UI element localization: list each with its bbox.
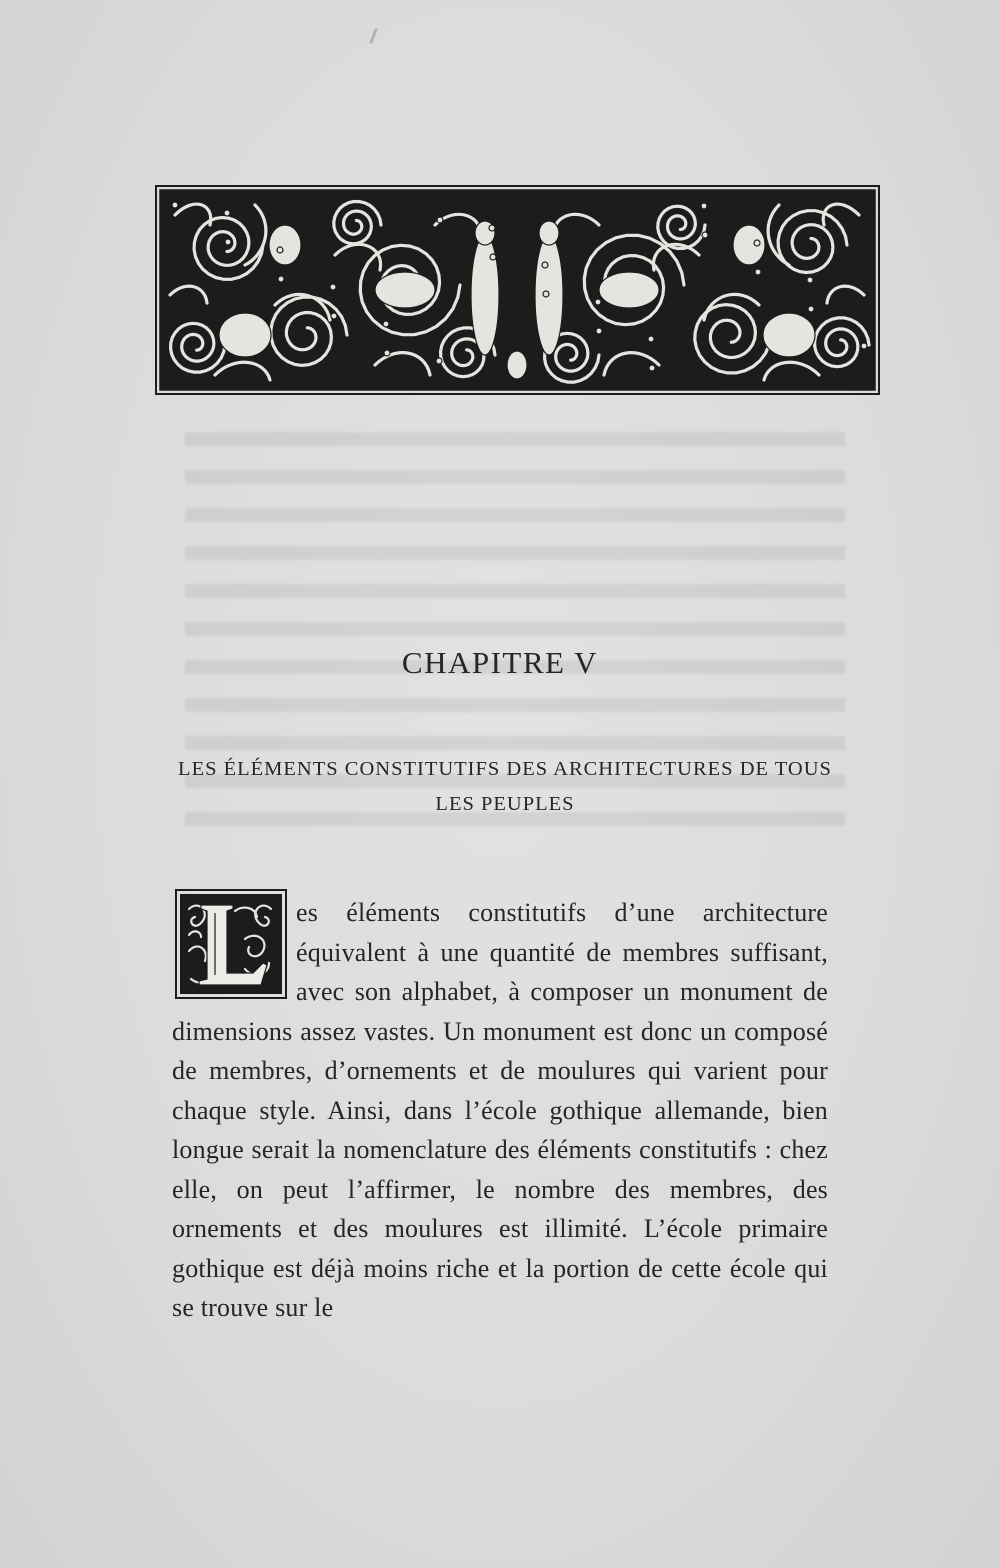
- body-paragraph: [172, 893, 828, 1328]
- ornamental-headpiece-icon: [155, 185, 880, 395]
- paper-mark: [369, 28, 377, 44]
- chapter-title: CHAPITRE V: [401, 645, 599, 680]
- chapter-subtitle: LES ÉLÉMENTS CONSTITUTIFS DES ARCHITECTURES DE TOUS LES PEUPLES: [178, 758, 832, 815]
- body-paragraph-text: es éléments constitutifs d’une architecture équivalent à une quantité de membres suffisant, avec son alphabet, à composer un monument de dimensions assez vastes. Un monument est donc un composé de membres, d’ornements et de moulures qui varient pour chaque style. Ainsi, dans l’école gothique allemande, bien longue serait la nomenclature des éléments constitutifs : chez elle, on peut l’affirmer, le nombre des membres, des ornements et des moulures est illimité. L’école primaire gothique est déjà moins riche et la portion de cette école qui se trouve sur le: [172, 898, 828, 1322]
- dropcap-space: [172, 893, 296, 1009]
